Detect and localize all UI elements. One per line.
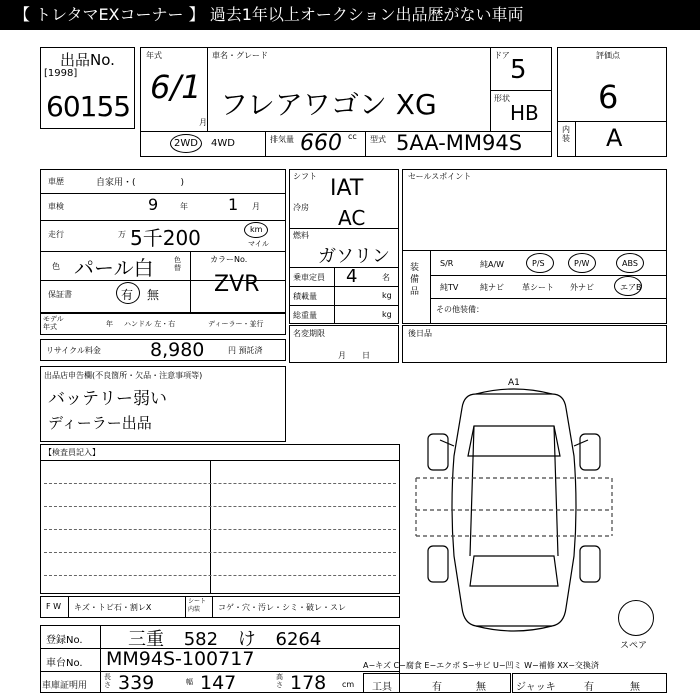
mileage-mile: マイル (248, 240, 269, 248)
recycle-value: 8,980 (150, 339, 205, 361)
capacity-label: 乗車定員 (293, 273, 325, 282)
shift-label: シフト (293, 172, 317, 181)
model-year-dealer: ディーラー・並行 (208, 320, 264, 328)
interior-label: 内装 (562, 125, 570, 143)
weight-label: 総重量 (293, 311, 317, 320)
inspection-year-unit: 年 (180, 202, 188, 211)
inspection-label: 車検 (48, 202, 64, 211)
score-value: 6 (598, 78, 619, 116)
recycle-label: リサイクル料金 (46, 346, 101, 355)
shape-value: HB (510, 101, 539, 125)
name-label: 車名・グレード (212, 51, 268, 60)
equipment-abs: ABS (622, 259, 638, 268)
nenshiki-value: 6/1 (150, 68, 202, 106)
transfer-unit: 月 日 (338, 351, 370, 360)
cert-height: 高さ (276, 673, 283, 689)
equipment-navi: 純ナビ (480, 283, 504, 292)
chassis-label: 車台No. (46, 658, 83, 669)
doors-value: 5 (510, 55, 527, 85)
cert-length-v: 339 (118, 672, 155, 694)
mileage-man: 万 (118, 230, 126, 239)
capacity-unit: 名 (382, 273, 390, 282)
drive-circle (170, 134, 202, 153)
diagram-mark: A1 (508, 378, 520, 388)
color-sub: 色替 (174, 256, 181, 272)
equipment-airbag: エアB (620, 283, 642, 292)
displacement-value: 660 (300, 131, 342, 156)
inspection-month: 1 (228, 195, 239, 214)
fuel-value: ガソリン (318, 246, 390, 267)
shape-label: 形状 (494, 94, 510, 103)
equipment-tv: 純TV (440, 283, 459, 292)
afterday-box (402, 325, 667, 363)
model-year-year: 年 (106, 320, 113, 328)
afterday-label: 後日品 (408, 329, 432, 338)
declaration-label: 出品店申告欄(不良箇所・欠品・注意事項等) (44, 371, 203, 380)
mileage-label: 走行 (48, 230, 64, 239)
cert-label: 車庫証明用 (42, 681, 88, 691)
model-year-handle: ハンドル 左・右 (124, 320, 176, 328)
weight-unit: kg (382, 310, 392, 319)
color-value: パール白 (74, 256, 154, 280)
nenshiki-month: 月 (199, 118, 207, 127)
inspector-box (40, 444, 400, 594)
tools-yes: 有 (432, 682, 442, 693)
color-code-label: カラーNo. (210, 255, 248, 264)
banner: 【 トレタマEXコーナー 】 過去1年以上オークション出品歴がない車両 (0, 0, 700, 30)
equipment-sr: S/R (440, 259, 454, 268)
inspector-label: 【検査員記入】 (44, 448, 100, 457)
transfer-label: 名変期限 (293, 329, 325, 338)
aircon-label: 冷房 (293, 203, 309, 212)
sales-point-label: セールスポイント (408, 172, 472, 181)
warranty-yes: 有 (121, 288, 134, 302)
shift-value: IAT (330, 176, 364, 201)
inspection-month-unit: 月 (252, 202, 260, 211)
equipment-leather: 革シート (522, 283, 554, 292)
tools-label: 工具 (372, 682, 392, 693)
cert-height-v: 178 (290, 672, 327, 694)
inspection-year: 9 (148, 195, 159, 214)
warranty-label: 保証書 (48, 290, 72, 299)
model-label: 型式 (370, 135, 386, 144)
mileage-value: 5千200 (130, 226, 201, 250)
equipment-ps: P/S (532, 259, 545, 268)
model-year-label: モデル年式 (43, 315, 64, 331)
model-value: 5AA-MM94S (396, 131, 523, 155)
spare-label: スペア (620, 641, 648, 651)
jack-no: 無 (630, 682, 640, 693)
displacement-unit: cc (348, 132, 357, 141)
car-diagram (414, 386, 614, 636)
registration-label: 登録No. (46, 635, 83, 646)
displacement-label: 排気量 (270, 135, 294, 144)
chassis-value: MM94S-100717 (106, 648, 255, 670)
load-unit: kg (382, 291, 392, 300)
color-label: 色 (52, 262, 60, 271)
jack-yes: 有 (584, 682, 594, 693)
drive-4wd: 4WD (211, 138, 235, 149)
registration-value: 三重 582 け 6264 (128, 629, 322, 650)
legend-stains: コゲ・穴・汚レ・シミ・破レ・スレ (218, 603, 346, 612)
tools-no: 無 (476, 682, 486, 693)
mileage-km: km (250, 225, 263, 234)
cert-unit: cm (342, 680, 355, 689)
color-code-value: ZVR (214, 272, 260, 297)
cert-width-v: 147 (200, 672, 237, 694)
declaration-line2: ディーラー出品 (48, 414, 152, 432)
equipment-extnavi: 外ナビ (570, 283, 594, 292)
history-label: 車歴 (48, 177, 64, 186)
equipment-pw: P/W (574, 259, 590, 268)
nenshiki-label: 年式 (146, 51, 162, 60)
legend-kizu: キズ・トビ石・割レX (74, 603, 152, 612)
load-label: 積載量 (293, 292, 317, 301)
lot-year: [1998] (44, 68, 78, 79)
lot-label: 出品No. (60, 51, 115, 69)
declaration-line1: バッテリー弱い (48, 389, 167, 409)
jack-label: ジャッキ (516, 682, 556, 693)
damage-legend: A−キズ C−腐食 E−エクボ S−サビ U−凹ミ W−補修 XX−交換済 (363, 661, 599, 670)
sales-point-box (402, 169, 667, 324)
equipment-label: 装備品 (410, 263, 420, 297)
aircon-value: AC (338, 206, 366, 230)
capacity-value: 4 (346, 266, 358, 287)
name-value: フレアワゴン XG (220, 88, 437, 121)
spare-icon (618, 600, 654, 636)
doors-label: ドア (494, 51, 510, 60)
lot-number: 60155 (46, 90, 131, 123)
score-label: 評価点 (596, 51, 620, 60)
recycle-unit: 円 預託済 (228, 346, 263, 355)
equipment-aw: 純A/W (480, 260, 505, 269)
drive-2wd: 2WD (174, 138, 198, 149)
legend-sheet: シート内装 (188, 598, 207, 613)
warranty-no: 無 (147, 288, 160, 302)
legend-fw: F W (46, 602, 62, 611)
fuel-label: 燃料 (293, 231, 309, 240)
cert-width: 幅 (186, 678, 193, 686)
interior-value: A (606, 124, 623, 152)
history-value: 自家用・( ) (96, 178, 185, 188)
cert-length: 長さ (104, 673, 111, 689)
equipment-other: その他装備： (436, 305, 484, 314)
